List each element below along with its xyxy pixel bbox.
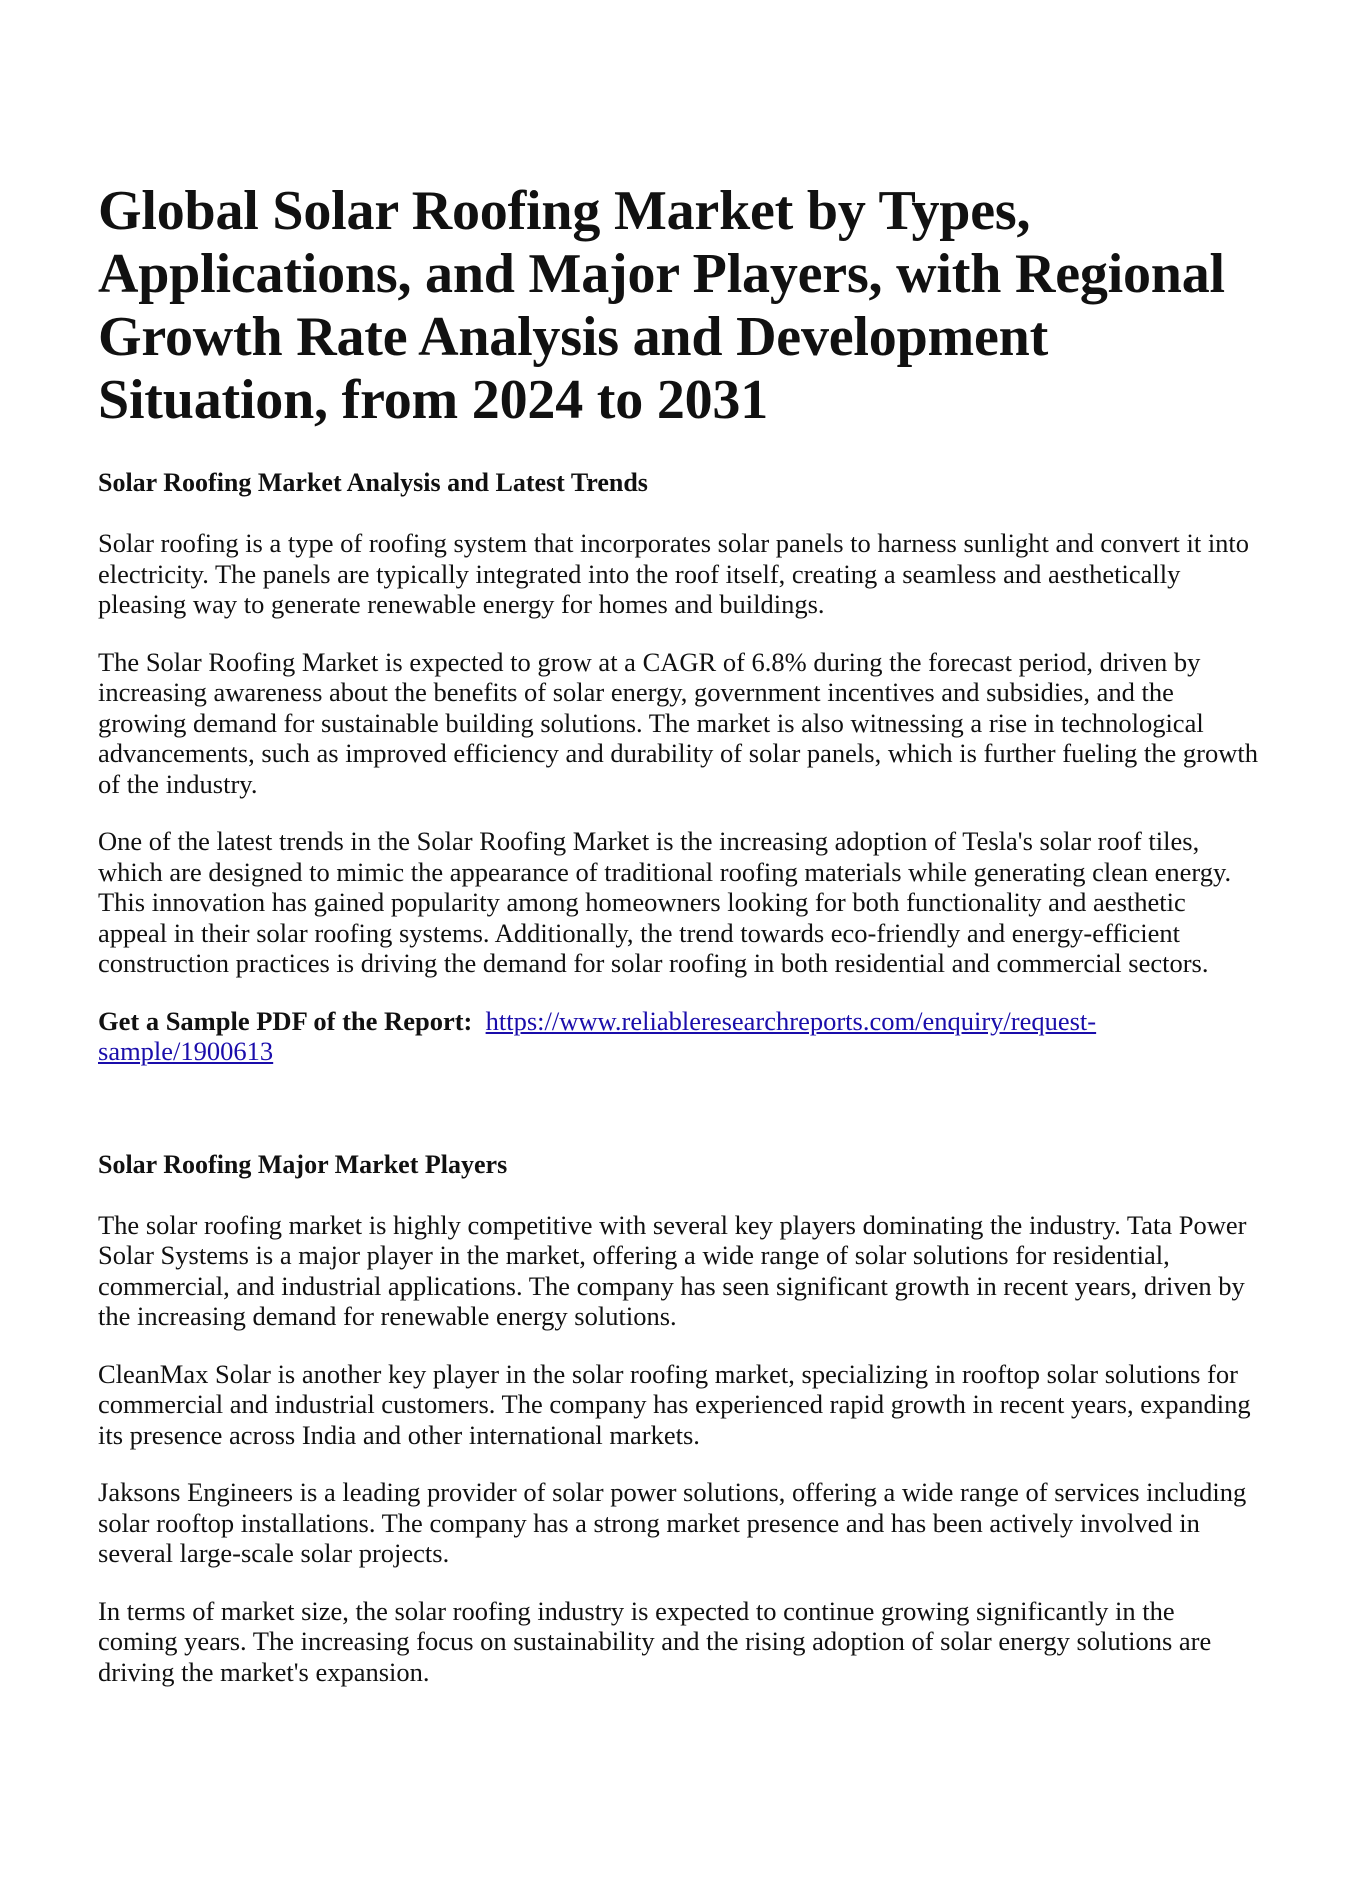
players-paragraph-2: CleanMax Solar is another key player in the solar roofing market, specializing in rooftop solar solutions for commercial and industrial customers. The company has experienced rapid growth in recent years, expanding its presence across India and other international markets. [98, 1358, 1251, 1450]
players-paragraph-4: In terms of market size, the solar roofing industry is expected to continue growing significantly in the coming years. The increasing focus on sustainability and the rising adoption of solar energy solutions are driving the market's expansion. [98, 1595, 1212, 1687]
trends-paragraph-2: The Solar Roofing Market is expected to grow at a CAGR of 6.8% during the forecast period, driven by increasing awareness about the benefits of solar energy, government incentives and subsidies, and the growing demand for sustainable building solutions. The market is also witnessing a rise in technological advancements, such as improved efficiency and durability of solar panels, which is further fueling the growth of the industry. [98, 646, 1259, 799]
trends-paragraph-1: Solar roofing is a type of roofing system that incorporates solar panels to harness sunlight and convert it into electricity. The panels are typically integrated into the roof itself, creating a seamless and aesthetically pleasing way to generate renewable energy for homes and buildings. [98, 528, 1250, 619]
sample-pdf-cta [98, 1006, 1258, 1067]
sample-pdf-label: Get a Sample PDF of the Report: [98, 1005, 473, 1036]
trends-section-heading: Solar Roofing Market Analysis and Latest Trends [98, 468, 648, 497]
trends-paragraph-3: One of the latest trends in the Solar Roofing Market is the increasing adoption of Tesla's solar roof tiles, which are designed to mimic the appearance of traditional roofing materials while generating clean energy. This innovation has gained popularity among homeowners looking for both functionality and aesthetic appeal in their solar roofing systems. Additionally, the trend towards eco-friendly and energy-efficient construction practices is driving the demand for solar roofing in both residential and commercial sectors. [98, 826, 1232, 978]
players-paragraph-1: The solar roofing market is highly competitive with several key players dominating the industry. Tata Power Solar Systems is a major player in the market, offering a wide range of solar solutions for residential, commercial, and industrial applications. The company has seen significant growth in recent years, driven by the increasing demand for renewable energy solutions. [98, 1209, 1247, 1331]
document-page [98, 180, 1258, 1687]
sample-pdf-link[interactable]: https://www.reliableresearchreports.com/enquiry/request-sample/1900613 [98, 1005, 1097, 1066]
players-section-heading: Solar Roofing Major Market Players [98, 1149, 508, 1179]
players-paragraph-3: Jaksons Engineers is a leading provider of solar power solutions, offering a wide range of services including solar rooftop installations. The company has a strong market presence and has been actively involved in several large-scale solar projects. [98, 1477, 1247, 1568]
page-title: Global Solar Roofing Market by Types, Applications, and Major Players, with Regional Growth Rate Analysis and Development Situation, from 2024 to 2031 [98, 180, 1225, 431]
